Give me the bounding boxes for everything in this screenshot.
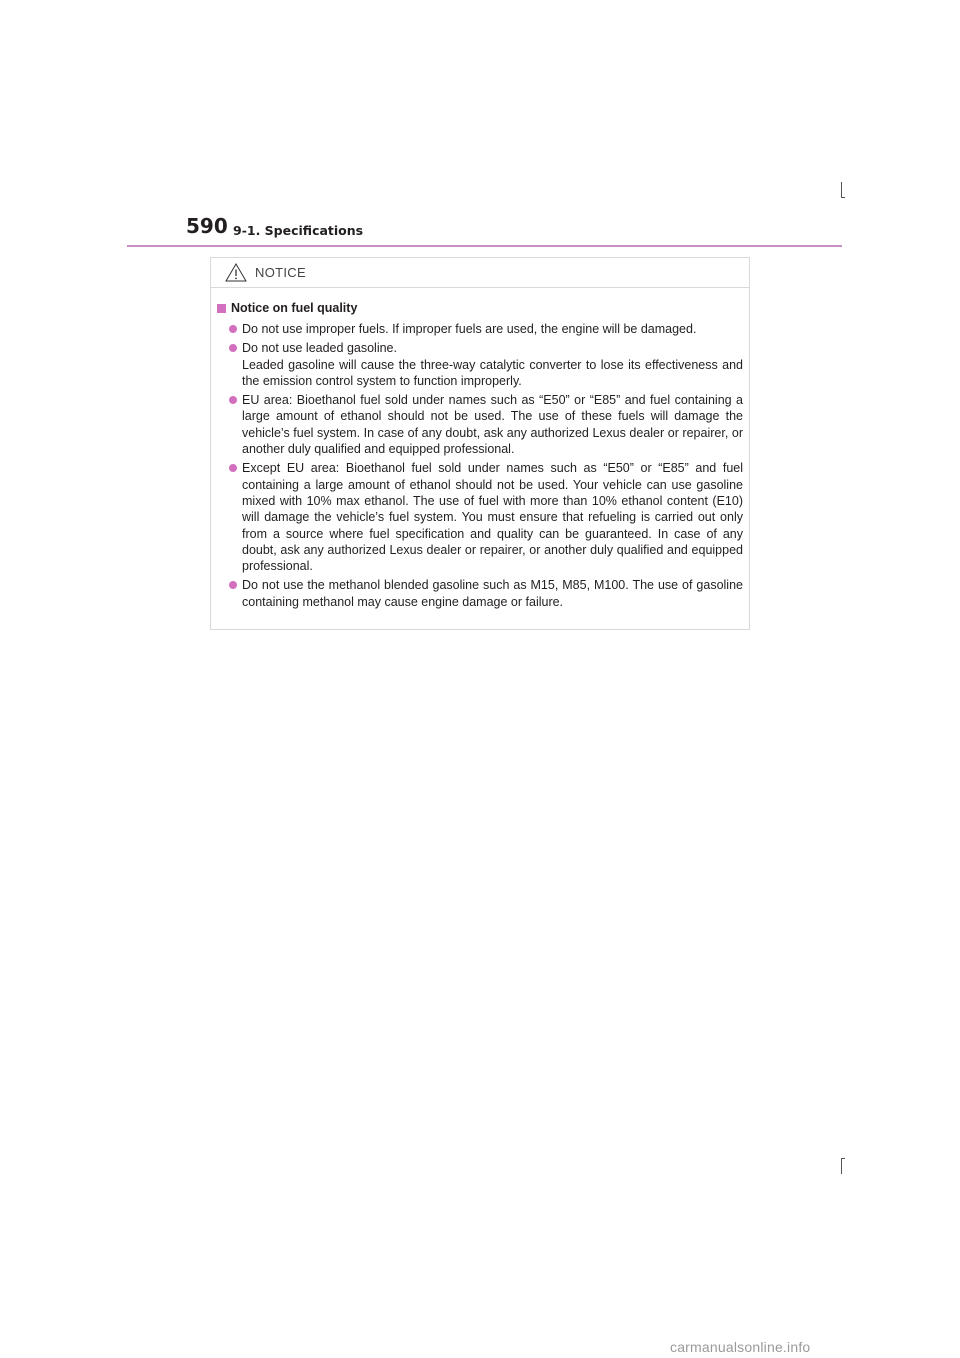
crop-mark-top-foot: [841, 197, 845, 198]
notice-item: [229, 340, 743, 389]
notice-item-text: EU area: Bioethanol fuel sold under names such as “E50” or “E85” and fuel containing a large amount of ethanol should not be used. The use of these fuels will damage the vehicle’s fuel system. In case of any doubt, ask any authorized Lexus dealer or repairer, or another duly qualified and equipped professional.: [242, 393, 743, 457]
square-bullet-icon: [217, 304, 226, 313]
notice-item: [229, 460, 743, 574]
crop-mark-bottom: [841, 1158, 842, 1174]
notice-item: [229, 321, 743, 337]
notice-item: [229, 577, 743, 610]
page-number: 590: [186, 214, 228, 238]
bullet-dot-icon: [229, 464, 237, 472]
notice-item-text: Do not use the methanol blended gasoline such as M15, M85, M100. The use of gasoline containing methanol may cause engine damage or failure.: [242, 578, 743, 609]
bullet-dot-icon: [229, 325, 237, 333]
bullet-dot-icon: [229, 396, 237, 404]
notice-list: [229, 321, 743, 613]
warning-triangle-icon: [225, 263, 247, 282]
notice-item-text: Do not use improper fuels. If improper fuels are used, the engine will be damaged.: [242, 322, 697, 336]
notice-label: NOTICE: [255, 265, 306, 280]
crop-mark-top: [841, 182, 842, 198]
crop-mark-bottom-foot: [841, 1158, 845, 1159]
watermark: carmanualsonline.info: [670, 1339, 811, 1355]
notice-subheading: [217, 301, 357, 315]
notice-item-text: Except EU area: Bioethanol fuel sold under names such as “E50” or “E85” and fuel containing a large amount of ethanol should not be used. Your vehicle can use gasoline mixed with 10% max ethanol. The use of fuel with more than 10% ethanol content (E10) will damage the vehicle’s fuel system. You must ensure that refueling is carried out only from a source where fuel specification and quality can be guaranteed. In case of any doubt, ask any authorized Lexus dealer or repairer, or another duly qualified and equipped professional.: [242, 461, 743, 574]
notice-item-detail: Leaded gasoline will cause the three-way catalytic converter to lose its effectiveness and the emission control system to function improperly.: [242, 357, 743, 388]
notice-item-text: Do not use leaded gasoline.: [242, 341, 397, 356]
section-title: 9-1. Specifications: [233, 223, 364, 238]
header-rule: [127, 245, 842, 247]
notice-item: [229, 392, 743, 457]
notice-header: [211, 258, 749, 288]
bullet-dot-icon: [229, 581, 237, 589]
subheading-text: Notice on fuel quality: [231, 301, 358, 315]
bullet-dot-icon: [229, 344, 237, 352]
notice-box: [210, 257, 750, 630]
